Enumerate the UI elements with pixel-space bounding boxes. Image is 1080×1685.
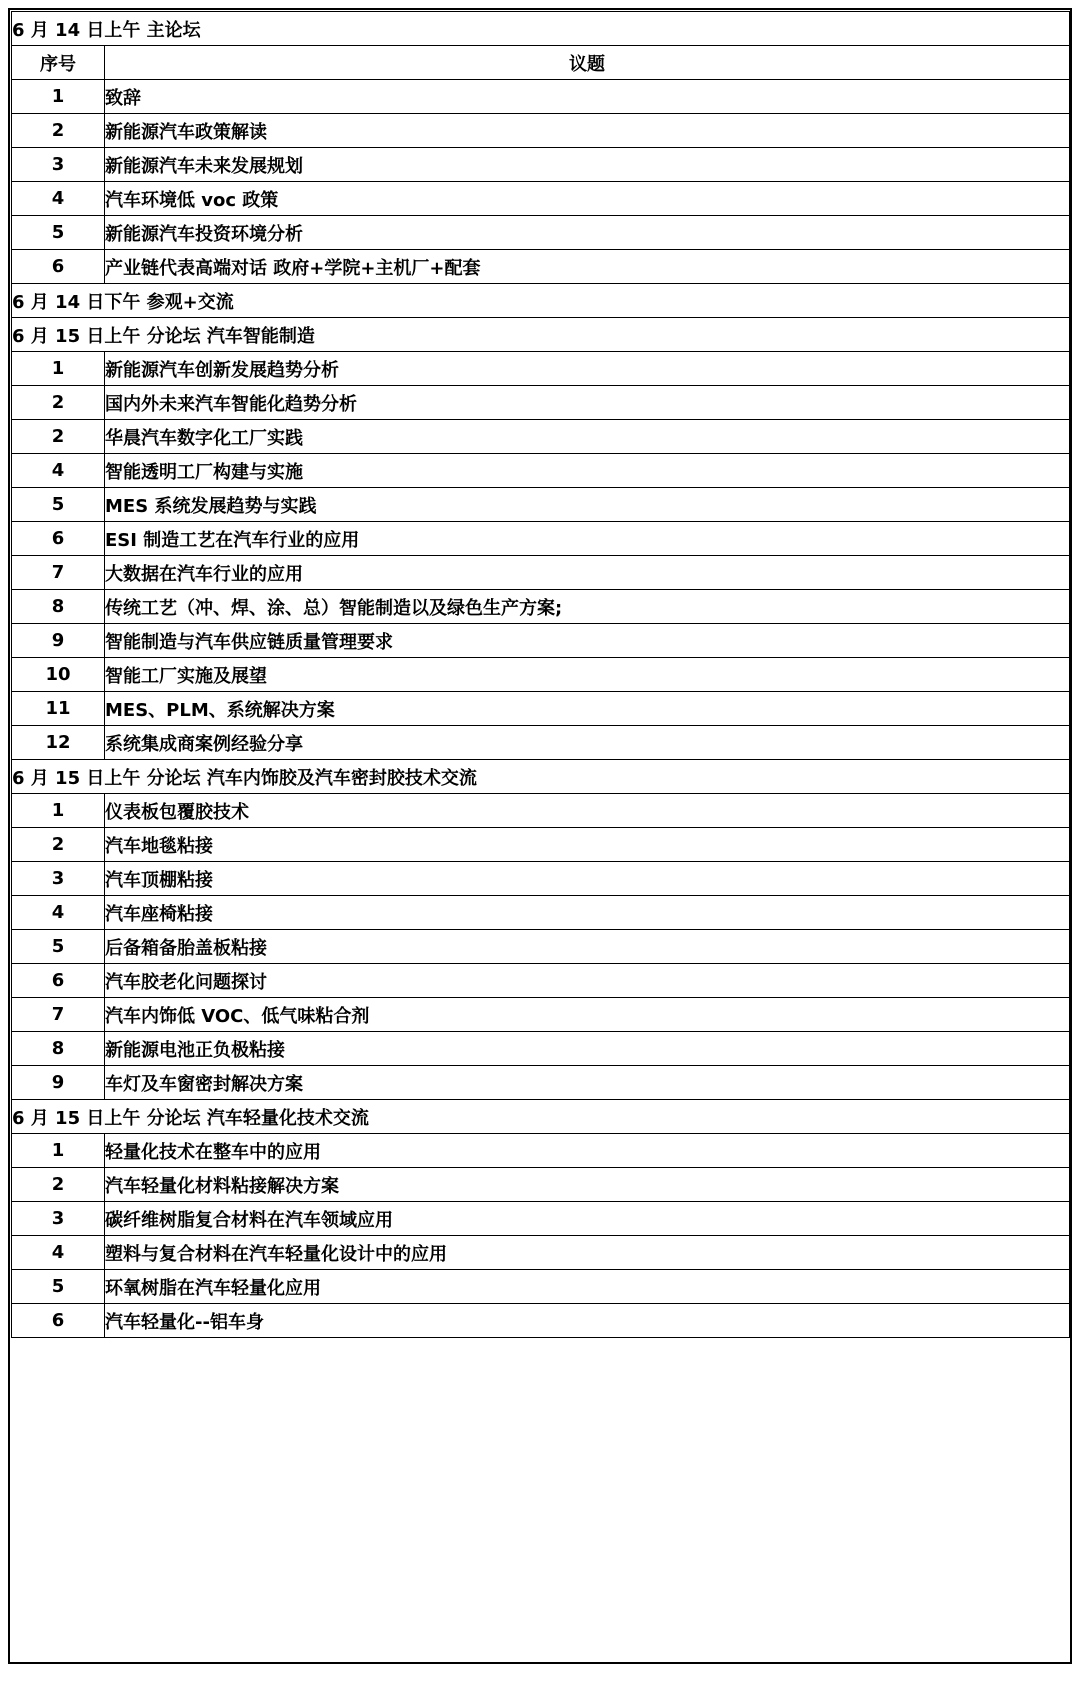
header-row xyxy=(12,46,1070,80)
item-topic: 传统工艺（冲、焊、涂、总）智能制造以及绿色生产方案; xyxy=(105,590,1070,624)
item-number: 10 xyxy=(12,658,105,692)
session-row xyxy=(12,12,1070,46)
item-number: 12 xyxy=(12,726,105,760)
page-bottom-margin xyxy=(0,1672,1080,1685)
item-topic: 系统集成商案例经验分享 xyxy=(105,726,1070,760)
item-number: 5 xyxy=(12,488,105,522)
agenda-row xyxy=(12,80,1070,114)
agenda-row xyxy=(12,250,1070,284)
item-topic: MES、PLM、系统解决方案 xyxy=(105,692,1070,726)
header-topic: 议题 xyxy=(105,46,1070,80)
item-topic: 汽车轻量化材料粘接解决方案 xyxy=(105,1168,1070,1202)
agenda-row xyxy=(12,556,1070,590)
agenda-row xyxy=(12,182,1070,216)
item-topic: 致辞 xyxy=(105,80,1070,114)
item-number: 1 xyxy=(12,80,105,114)
session-row xyxy=(12,1100,1070,1134)
agenda-table xyxy=(11,11,1070,1338)
item-number: 8 xyxy=(12,1032,105,1066)
item-topic: 仪表板包覆胶技术 xyxy=(105,794,1070,828)
agenda-row xyxy=(12,998,1070,1032)
item-number: 1 xyxy=(12,352,105,386)
item-number: 3 xyxy=(12,1202,105,1236)
agenda-row xyxy=(12,692,1070,726)
item-topic: 新能源电池正负极粘接 xyxy=(105,1032,1070,1066)
item-number: 4 xyxy=(12,1236,105,1270)
item-topic: 新能源汽车未来发展规划 xyxy=(105,148,1070,182)
item-topic: ESI 制造工艺在汽车行业的应用 xyxy=(105,522,1070,556)
item-topic: 新能源汽车创新发展趋势分析 xyxy=(105,352,1070,386)
item-topic: 智能制造与汽车供应链质量管理要求 xyxy=(105,624,1070,658)
agenda-row xyxy=(12,828,1070,862)
agenda-row xyxy=(12,1134,1070,1168)
agenda-row xyxy=(12,148,1070,182)
item-number: 1 xyxy=(12,1134,105,1168)
item-number: 4 xyxy=(12,454,105,488)
item-topic: 碳纤维树脂复合材料在汽车领域应用 xyxy=(105,1202,1070,1236)
session-title: 6 月 14 日下午 参观+交流 xyxy=(12,284,1070,318)
agenda-row xyxy=(12,352,1070,386)
item-number: 3 xyxy=(12,148,105,182)
agenda-row xyxy=(12,1236,1070,1270)
item-topic: 汽车内饰低 VOC、低气味粘合剂 xyxy=(105,998,1070,1032)
agenda-row xyxy=(12,658,1070,692)
agenda-row xyxy=(12,1168,1070,1202)
agenda-row xyxy=(12,420,1070,454)
agenda-body xyxy=(12,12,1070,1338)
agenda-row xyxy=(12,896,1070,930)
item-number: 2 xyxy=(12,420,105,454)
agenda-row xyxy=(12,964,1070,998)
item-number: 7 xyxy=(12,556,105,590)
item-number: 5 xyxy=(12,930,105,964)
item-number: 2 xyxy=(12,828,105,862)
item-topic: 汽车顶棚粘接 xyxy=(105,862,1070,896)
session-row xyxy=(12,760,1070,794)
session-title: 6 月 15 日上午 分论坛 汽车轻量化技术交流 xyxy=(12,1100,1070,1134)
item-number: 5 xyxy=(12,1270,105,1304)
item-topic: 国内外未来汽车智能化趋势分析 xyxy=(105,386,1070,420)
item-number: 4 xyxy=(12,182,105,216)
item-topic: 新能源汽车投资环境分析 xyxy=(105,216,1070,250)
item-topic: 大数据在汽车行业的应用 xyxy=(105,556,1070,590)
item-number: 2 xyxy=(12,114,105,148)
agenda-row xyxy=(12,386,1070,420)
session-title: 6 月 14 日上午 主论坛 xyxy=(12,12,1070,46)
item-topic: 华晨汽车数字化工厂实践 xyxy=(105,420,1070,454)
agenda-row xyxy=(12,1032,1070,1066)
agenda-row xyxy=(12,624,1070,658)
item-number: 9 xyxy=(12,1066,105,1100)
item-number: 9 xyxy=(12,624,105,658)
item-topic: 轻量化技术在整车中的应用 xyxy=(105,1134,1070,1168)
item-topic: 后备箱备胎盖板粘接 xyxy=(105,930,1070,964)
item-topic: 产业链代表高端对话 政府+学院+主机厂+配套 xyxy=(105,250,1070,284)
item-number: 3 xyxy=(12,862,105,896)
item-topic: 汽车环境低 voc 政策 xyxy=(105,182,1070,216)
item-topic: 汽车胶老化问题探讨 xyxy=(105,964,1070,998)
item-topic: 汽车轻量化--铝车身 xyxy=(105,1304,1070,1338)
session-row xyxy=(12,318,1070,352)
item-topic: 车灯及车窗密封解决方案 xyxy=(105,1066,1070,1100)
agenda-row xyxy=(12,1270,1070,1304)
item-topic: 新能源汽车政策解读 xyxy=(105,114,1070,148)
item-number: 6 xyxy=(12,522,105,556)
session-title: 6 月 15 日上午 分论坛 汽车内饰胶及汽车密封胶技术交流 xyxy=(12,760,1070,794)
item-topic: 智能透明工厂构建与实施 xyxy=(105,454,1070,488)
item-number: 4 xyxy=(12,896,105,930)
item-number: 2 xyxy=(12,386,105,420)
item-topic: 环氧树脂在汽车轻量化应用 xyxy=(105,1270,1070,1304)
agenda-row xyxy=(12,216,1070,250)
item-topic: 汽车座椅粘接 xyxy=(105,896,1070,930)
item-number: 7 xyxy=(12,998,105,1032)
agenda-row xyxy=(12,454,1070,488)
item-topic: MES 系统发展趋势与实践 xyxy=(105,488,1070,522)
agenda-row xyxy=(12,1202,1070,1236)
agenda-row xyxy=(12,726,1070,760)
agenda-row xyxy=(12,114,1070,148)
session-title: 6 月 15 日上午 分论坛 汽车智能制造 xyxy=(12,318,1070,352)
session-row xyxy=(12,284,1070,318)
agenda-row xyxy=(12,522,1070,556)
item-topic: 塑料与复合材料在汽车轻量化设计中的应用 xyxy=(105,1236,1070,1270)
item-number: 2 xyxy=(12,1168,105,1202)
agenda-row xyxy=(12,590,1070,624)
item-number: 6 xyxy=(12,250,105,284)
item-topic: 汽车地毯粘接 xyxy=(105,828,1070,862)
item-number: 6 xyxy=(12,964,105,998)
item-number: 1 xyxy=(12,794,105,828)
agenda-row xyxy=(12,1066,1070,1100)
agenda-row xyxy=(12,930,1070,964)
agenda-row xyxy=(12,862,1070,896)
item-number: 11 xyxy=(12,692,105,726)
header-number: 序号 xyxy=(12,46,105,80)
item-number: 5 xyxy=(12,216,105,250)
item-number: 8 xyxy=(12,590,105,624)
item-number: 6 xyxy=(12,1304,105,1338)
item-topic: 智能工厂实施及展望 xyxy=(105,658,1070,692)
agenda-row xyxy=(12,794,1070,828)
agenda-row xyxy=(12,1304,1070,1338)
agenda-row xyxy=(12,488,1070,522)
